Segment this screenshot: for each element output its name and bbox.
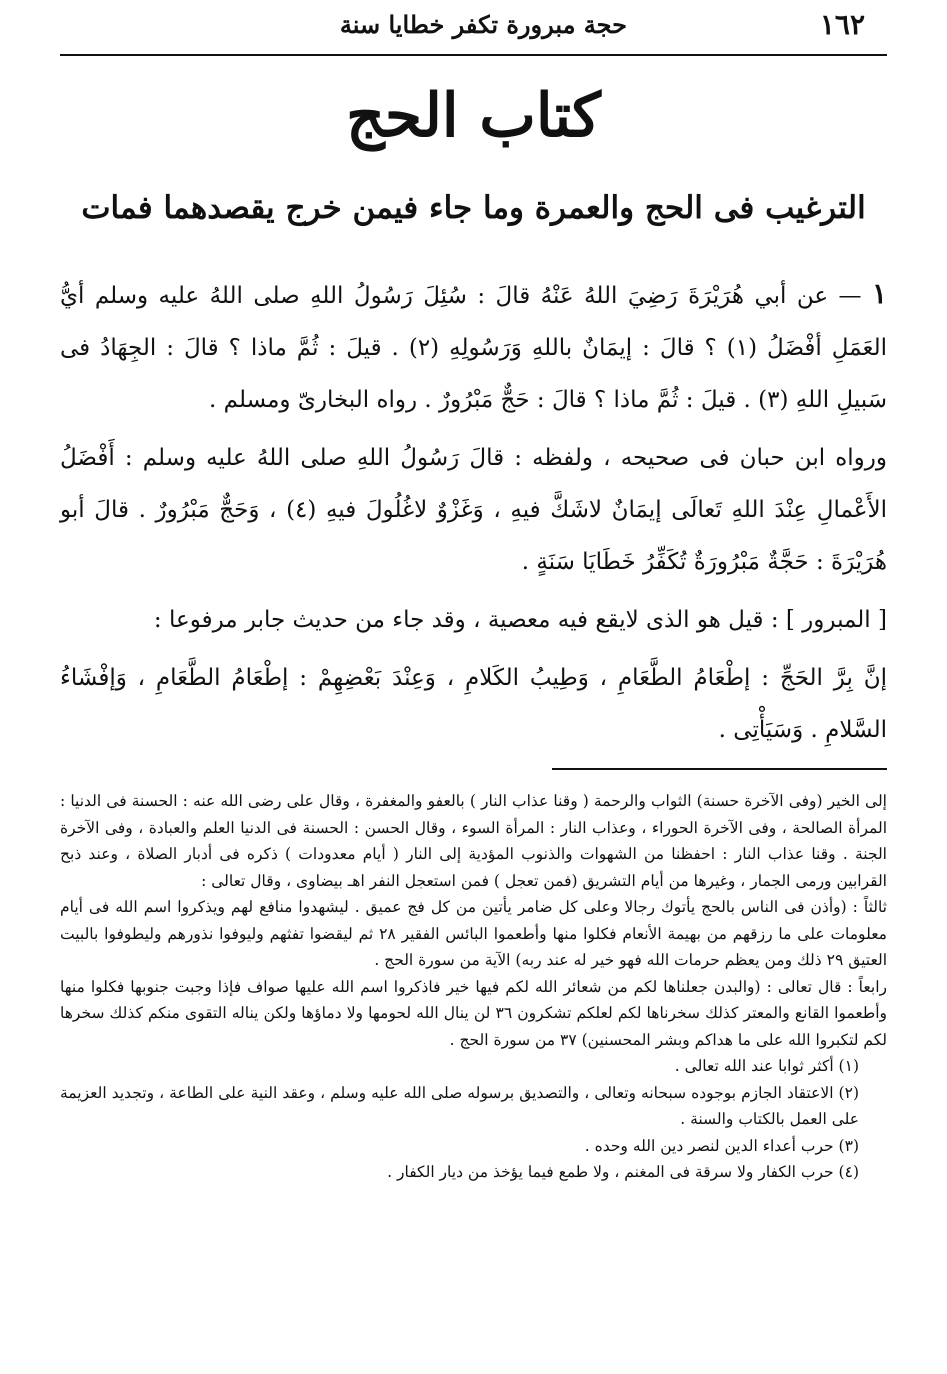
footnote-rule	[552, 768, 887, 770]
jabir-quote: إنَّ بِرَّ الحَجِّ : إطْعَامُ الطَّعَامِ ، وَطِيبُ الكَلامِ ، وَعِنْدَ بَعْضِهِمْ : إطْعَامُ الطَّعَامِ ، وَإفْشَاءُ السَّلامِ . وَسَيَأْتِى .	[60, 665, 887, 743]
footnote-carryover: رابعاً : قال تعالى : (والبدن جعلناها لكم من شعائر الله لكم فيها خير فاذكروا اسم الله عليها صواف فإذا وجبت جنوبها فكلوا منها وأطعموا القانع والمعتر كذلك سخرناها لكم لعلكم تشكرون ٣٦ لن ينال الله لحومها ولا دماؤها ولكن يناله التقوى منكم كذلك سخرها لكم لتكبروا الله على ما هداكم وبشر المحسنين) ٣٧ من سورة الحج .	[60, 977, 888, 1049]
footnotes	[60, 788, 887, 1186]
footnote-item: (١) أكثر ثوابا عند الله تعالى .	[674, 1057, 859, 1075]
hadith-paragraph	[60, 268, 887, 426]
footnote-item: (٢) الاعتقاد الجازم بوجوده سبحانه وتعالى ، والتصديق برسوله صلى الله عليه وسلم ، وعقد النية على الطاعة ، وتجديد العزيمة على العمل بالكتاب والسنة .	[60, 1083, 859, 1128]
hadith-section	[60, 268, 887, 762]
footnote-item: (٤) حرب الكفار ولا سرقة فى المغنم ، ولا طمع فيما يؤخذ من ديار الكفار .	[387, 1163, 859, 1181]
hadith-number: ١	[871, 277, 887, 310]
footnote-carryover: إلى الخير (وفى الآخرة حسنة) الثواب والرحمة ( وقنا عذاب النار ) بالعفو والمغفرة ، وقال على رضى الله عنه : الحسنة فى الدنيا : المرأة الصالحة ، وفى الآخرة الحوراء ، وعذاب النار : المرأة السوء ، وقال الحسن : الحسنة فى الدنيا العلم والعبادة ، وفى الآخرة الجنة . وقنا عذاب النار : احفظنا من الشهوات والذنوب المؤدية إلى النار ( أيام معدودات ) ذكره فى أدبار الصلاة ، وعند ذبح القرابين ورمى الجمار ، وغيرها من أيام التشريق (فمن تعجل ) فمن استعجل النفر اهـ بيضاوى ، وقال تعالى :	[60, 792, 887, 890]
hadith-text: — عن أبي هُرَيْرَةَ رَضِيَ اللهُ عَنْهُ قالَ : سُئِلَ رَسُولُ اللهِ صلى اللهُ عليه وسلم أيُّ العَمَلِ أفْضَلُ (١) ؟ قالَ : إيمَانٌ باللهِ وَرَسُولِهِ (٢) . قيلَ : ثُمَّ ماذا ؟ قالَ : الجِهَادُ فى سَبيلِ اللهِ (٣) . قيلَ : ثُمَّ ماذا ؟ قالَ : حَجٌّ مَبْرُورٌ . رواه البخارىّ ومسلم .	[60, 283, 887, 413]
footnote-item: (٣) حرب أعداء الدين لنصر دين الله وحده .	[584, 1136, 859, 1155]
book-title: كتاب الحج	[346, 81, 601, 151]
chapter-title: الترغيب فى الحج والعمرة وما جاء فيمن خرج يقصدهما فمات	[81, 190, 866, 226]
running-title: حجة مبرورة تكفر خطايا سنة	[339, 10, 627, 39]
hadith-variant: ورواه ابن حبان فى صحيحه ، ولفظه : قالَ رَسُولُ اللهِ صلى اللهُ عليه وسلم : أَفْضَلُ الأَعْمالِ عِنْدَ اللهِ تَعالَى إيمَانٌ لاشَكَّ فيهِ ، وَغَزْوٌ لاغُلُولَ فيهِ (٤) ، وَحَجٌّ مَبْرُورٌ . قالَ أبو هُرَيْرَةَ : حَجَّةٌ مَبْرُورَةٌ تُكَفِّرُ خَطَايَا سَنَةٍ .	[60, 445, 888, 575]
book-page	[60, 0, 887, 1374]
page-number: ١٦٢	[819, 8, 865, 41]
mabrur-note: [ المبرور ] : قيل هو الذى لايقع فيه معصية ، وقد جاء من حديث جابر مرفوعا :	[153, 607, 887, 633]
footnote-carryover: ثالثاً : (وأذن فى الناس بالحج يأتوك رجالا وعلى كل ضامر يأتين من كل فج عميق . ليشهدوا منافع لهم ويذكروا اسم الله فى أيام معلومات على ما رزقهم من بهيمة الأنعام فكلوا منها وأطعموا البائس الفقير ٢٨ ثم ليقضوا تفثهم وليوفوا نذورهم وليطوفوا بالبيت العتيق ٢٩ ذلك ومن يعظم حرمات الله فهو خير له عند ربه) الآية من سورة الحج .	[60, 898, 887, 969]
header-rule	[60, 54, 887, 56]
running-header	[60, 8, 887, 48]
